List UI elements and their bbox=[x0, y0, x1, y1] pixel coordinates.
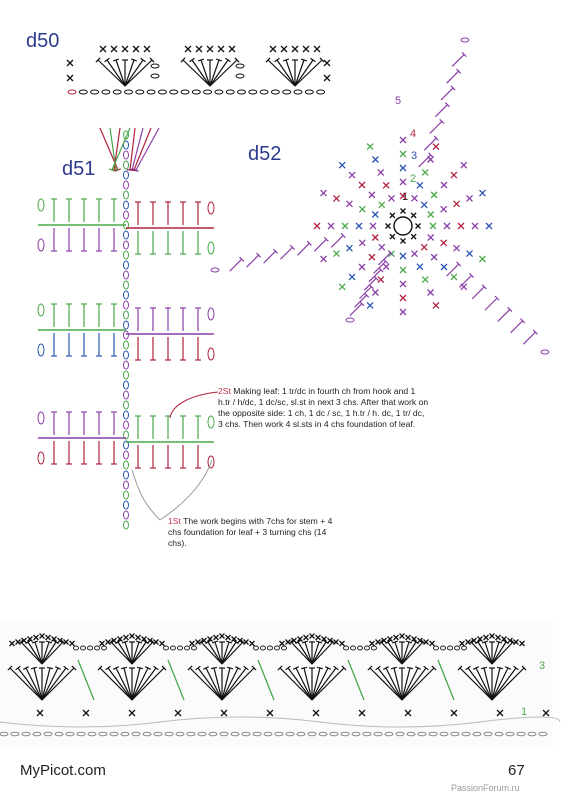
d50-edging bbox=[67, 46, 330, 94]
label-d51: d51 bbox=[62, 158, 96, 180]
note-step1-prefix: 1St bbox=[168, 516, 181, 526]
footer-site: MyPicot.com bbox=[20, 762, 106, 779]
d52-star-diagram bbox=[211, 38, 549, 354]
round-number-5: 5 bbox=[395, 95, 402, 107]
edging-row-1: 1 bbox=[521, 706, 528, 718]
round-number-2: 2 bbox=[410, 173, 417, 185]
footer-page-number: 67 bbox=[508, 762, 525, 779]
note-step1-text: The work begins with 7chs for stem + 4 chs foundation for leaf + 3 turning chs (14 chs). bbox=[168, 516, 333, 548]
note-step2 bbox=[218, 386, 430, 430]
d51-stem-diagram bbox=[38, 128, 214, 529]
note-step1 bbox=[168, 516, 338, 549]
round-number-4: 4 bbox=[410, 128, 417, 140]
round-number-1: 1 bbox=[402, 191, 409, 203]
label-d50: d50 bbox=[26, 30, 60, 52]
bottom-edging-diagram bbox=[0, 620, 560, 748]
callout-step1-line bbox=[132, 460, 212, 520]
callout-step2-line bbox=[170, 392, 218, 418]
watermark: PassionForum.ru bbox=[451, 783, 520, 793]
note-step2-prefix: 2St bbox=[218, 386, 231, 396]
label-d52: d52 bbox=[248, 143, 282, 165]
note-step2-text: Making leaf: 1 tr/dc in fourth ch from hook and 1 h.tr / h/dc, 1 dc/sc, sl.st in next 3 chs. After that work on the opposite side: 1 ch, 1 dc / sc, 1 h.tr / h. dc, 1 tr/ dc, 3 chs. Then work 4 sl.sts in 4 chs foundation of leaf. bbox=[218, 386, 429, 429]
round-number-3: 3 bbox=[411, 150, 418, 162]
edging-row-3: 3 bbox=[539, 660, 546, 672]
